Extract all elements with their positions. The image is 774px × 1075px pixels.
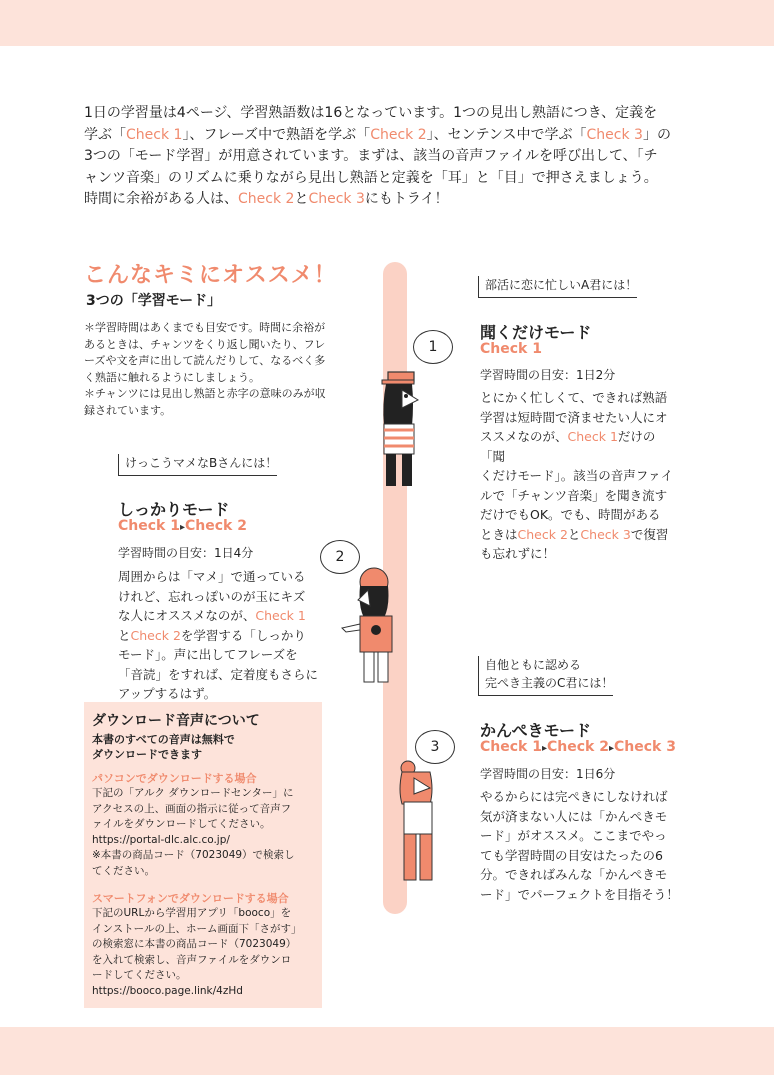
- pc-download-heading: パソコンでダウンロードする場合: [92, 772, 257, 785]
- mode1-desc-line: [480, 505, 680, 525]
- mode1-checks: [480, 341, 542, 357]
- mode1-desc-line: [480, 525, 680, 545]
- text-run: やるからには完ぺきにしなければ: [480, 789, 668, 804]
- section-title: こんなキミにオススメ！: [84, 263, 337, 288]
- text-run: とにかく忙しくて、できれば熟語: [480, 390, 668, 405]
- mode2-number-bubble: 2: [320, 540, 360, 574]
- note-line: ーズや文を声に出して読んだりして、なるべく多: [84, 354, 326, 367]
- mode2-desc-line: [118, 684, 318, 704]
- text-run: も忘れずに！: [480, 546, 556, 561]
- mode2-desc-line: [118, 567, 318, 587]
- check-highlight: Check 1: [567, 429, 618, 444]
- mode1-number-bubble: 1: [413, 330, 453, 364]
- mode3-description: [480, 787, 680, 904]
- text-run: 」の: [642, 126, 671, 143]
- download-title: ダウンロード音声について: [92, 713, 260, 729]
- pc-download-link[interactable]: https://portal-dlc.alc.co.jp/: [92, 833, 230, 846]
- top-band: [0, 0, 774, 46]
- check-highlight: Check 1: [255, 608, 306, 623]
- sp-download-body: 下記のURLから学習用アプリ「booco」を インストールの上、ホーム画面下「さがす」 の検索窓に本書の商品コード（7023049） を入れて検索し、音声ファイルをダウンロ ードしてください。 https://booco.page.link/4zHd: [92, 907, 302, 997]
- mode2-time: 学習時間の目安：1日4分: [118, 546, 254, 560]
- mode2-desc-line: [118, 626, 318, 646]
- text-run: アップするはず。: [118, 686, 217, 701]
- mode2-desc-line: [118, 606, 318, 626]
- mode3-desc-line: [480, 787, 680, 807]
- mode3-desc-line: [480, 885, 680, 905]
- text-run: 時間に余裕がある人は、: [84, 191, 238, 207]
- mode2-checks: [118, 518, 247, 534]
- check-highlight: Check 2: [370, 126, 427, 143]
- text-run: を学習する「しっかり: [180, 627, 306, 643]
- check-label: Check 1: [118, 518, 180, 534]
- download-subtitle: 本書のすべての音声は無料で ダウンロードできます: [92, 733, 235, 761]
- section-subtitle: 3つの「学習モード」: [86, 293, 222, 309]
- note-line: ＊学習時間はあくまでも目安です。時間に余裕が: [84, 321, 326, 334]
- check-highlight: Check 1: [126, 126, 183, 143]
- mode2-desc-line: [118, 665, 318, 685]
- text-run: くだけモード」。該当の音声ファイ: [480, 468, 674, 483]
- text-run: で復習: [630, 526, 669, 542]
- mode2-name: しっかりモード: [118, 500, 230, 519]
- mode3-checks: [480, 739, 676, 755]
- intro-paragraph: [84, 103, 694, 211]
- check-label: Check 2: [547, 739, 609, 755]
- text-run: 周囲からは「マメ」で通っている: [118, 569, 306, 584]
- text-run: 」、センテンス中で学ぶ「: [426, 126, 587, 143]
- text-run: にもトライ！: [364, 191, 449, 207]
- check-label: Check 2: [185, 518, 247, 534]
- intro-line: [84, 103, 694, 125]
- text-run: ても学習時間の目安はたったの6: [480, 847, 663, 863]
- download-info-box: [84, 702, 322, 1008]
- text-run: な人にオススメなのが、: [118, 608, 256, 623]
- check-label: Check 3: [614, 739, 676, 755]
- mode1-desc-line: [480, 388, 680, 408]
- character-c-illustration: [390, 758, 446, 888]
- check-highlight: Check 3: [308, 191, 365, 207]
- mode3-number-bubble: 3: [415, 730, 455, 764]
- text-run: 気が済まない人には「かんぺきモ: [480, 808, 668, 824]
- check-label: Check 1: [480, 341, 542, 357]
- mode3-name: かんぺきモード: [480, 721, 592, 740]
- mode2-description: [118, 567, 318, 704]
- text-run: 分。できればみんな「かんぺきモ: [480, 867, 668, 882]
- check-label: Check 1: [480, 739, 542, 755]
- mode1-desc-line: [480, 486, 680, 506]
- intro-line: [84, 146, 694, 168]
- mode1-desc-line: [480, 466, 680, 486]
- character-a-illustration: [372, 368, 432, 492]
- text-run: けれど、忘れっぽいのが玉にキズ: [118, 588, 306, 604]
- note-line: あるときは、チャンツをくり返し聞いたり、フレ: [84, 337, 326, 351]
- intro-line: [84, 125, 694, 147]
- mode1-time: 学習時間の目安：1日2分: [480, 368, 616, 382]
- note-line: く熟語に触れるようにしましょう。: [84, 370, 260, 384]
- check-highlight: Check 2: [238, 191, 295, 207]
- intro-line: [84, 168, 694, 190]
- sp-download-heading: スマートフォンでダウンロードする場合: [92, 892, 289, 905]
- sp-download-link[interactable]: https://booco.page.link/4zHd: [92, 984, 243, 997]
- text-run: 1日の学習量は4ページ、学習熟語数は16となっています。1つの見出し熟語につき、定義を: [84, 105, 658, 121]
- mode1-desc-line: [480, 427, 680, 466]
- character-b-illustration: [338, 566, 404, 690]
- arrow-icon: ▸: [608, 743, 614, 754]
- arrow-icon: ▸: [541, 743, 547, 754]
- text-run: ード」がオススメ。ここまでやっ: [480, 828, 667, 843]
- text-run: だけの「聞: [480, 429, 656, 464]
- text-run: ススメなのが、: [480, 429, 568, 444]
- mode1-callout: 部活に恋に忙しいA君には！: [478, 276, 637, 298]
- mode1-desc-line: [480, 408, 680, 428]
- text-run: 」、フレーズ中で熟語を学ぶ「: [182, 126, 371, 143]
- text-run: 学習は短時間で済ませたい人にオ: [480, 409, 668, 425]
- mode3-desc-line: [480, 846, 680, 866]
- text-run: と: [567, 526, 581, 542]
- mode2-desc-line: [118, 587, 318, 607]
- mode1-name: 聞くだけモード: [480, 323, 592, 342]
- bottom-band: [0, 1027, 774, 1075]
- check-highlight: Check 2: [130, 627, 181, 643]
- check-highlight: Check 2: [517, 526, 568, 542]
- note-line: 録されています。: [84, 403, 172, 417]
- mode3-desc-line: [480, 807, 680, 827]
- check-highlight: Check 3: [580, 526, 631, 542]
- text-run: 3つの「モード学習」が用意されています。まずは、該当の音声ファイルを呼び出して、「チ: [84, 148, 658, 164]
- mode3-desc-line: [480, 826, 680, 846]
- text-run: ときは: [480, 526, 518, 542]
- text-run: ード」でパーフェクトを目指そう！: [480, 886, 679, 902]
- note-line: ＊チャンツには見出し熟語と赤字の意味のみが収: [84, 387, 326, 400]
- text-run: ャンツ音楽」のリズムに乗りながら見出し熟語と定義を「耳」と「目」で押さえましょう。: [84, 169, 658, 186]
- arrow-icon: ▸: [179, 522, 185, 533]
- text-run: と: [294, 191, 309, 207]
- pc-download-body: 下記の「アルク ダウンロードセンター」に アクセスの上、画面の指示に従って音声フ ァイルをダウンロードしてください。 https://portal-dlc.alc.co.jp/ ※本書の商品コード（7023049）で検索し てください。: [92, 787, 295, 877]
- check-highlight: Check 3: [586, 126, 643, 143]
- text-run: と: [118, 627, 131, 643]
- text-run: 「音読」をすれば、定着度もさらに: [118, 666, 319, 682]
- mode1-desc-line: [480, 544, 680, 564]
- text-run: ルで「チャンツ音楽」を聞き流す: [480, 487, 668, 503]
- text-run: モード」。声に出してフレーズを: [118, 647, 298, 662]
- mode3-time: 学習時間の目安：1日6分: [480, 767, 616, 781]
- mode3-callout: 自他ともに認める 完ぺき主義のC君には！: [478, 656, 613, 696]
- intro-line: [84, 189, 694, 211]
- mode3-desc-line: [480, 865, 680, 885]
- mode2-desc-line: [118, 645, 318, 665]
- mode2-callout: けっこうマメなBさんには！: [118, 454, 277, 476]
- mode1-description: [480, 388, 680, 564]
- text-run: だけでもOK。でも、時間がある: [480, 507, 661, 522]
- notes: [84, 320, 346, 419]
- text-run: 学ぶ「: [84, 126, 126, 143]
